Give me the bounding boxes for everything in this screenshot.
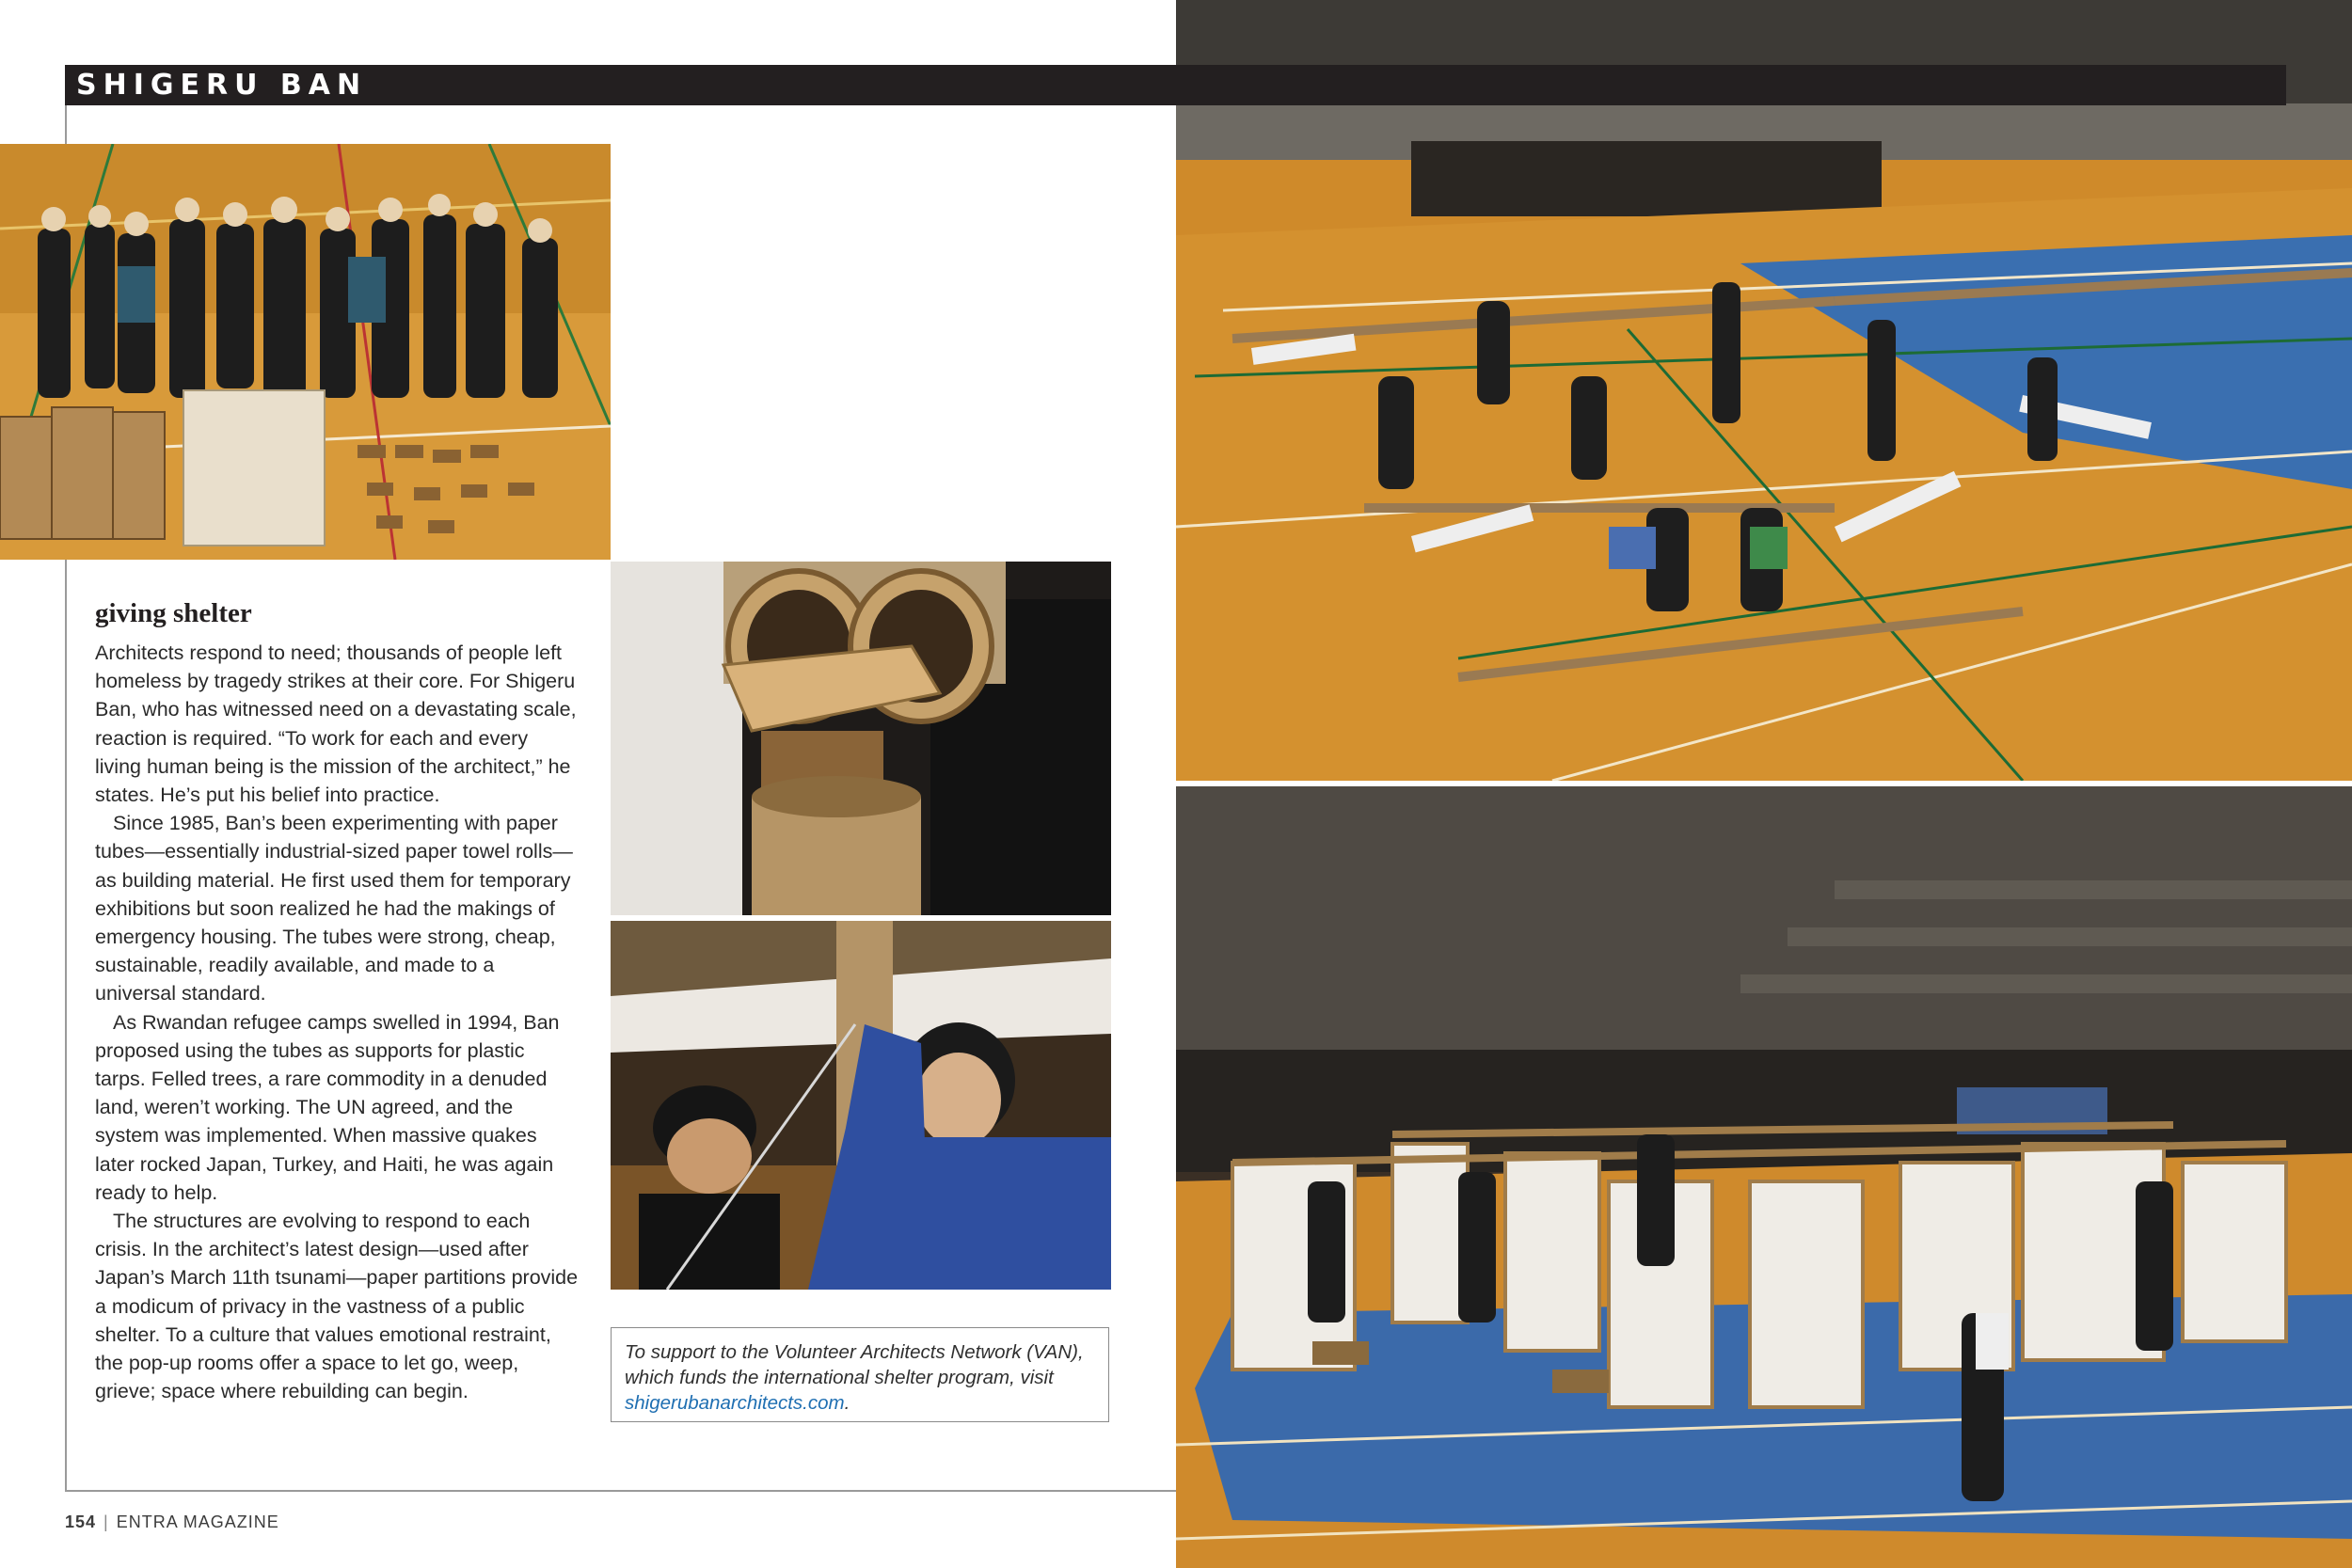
publication-name: ENTRA MAGAZINE: [116, 1513, 279, 1531]
frame-rule-bottom: [65, 1490, 1176, 1492]
caption-end: .: [844, 1392, 850, 1414]
article-heading: giving shelter: [95, 598, 252, 628]
caption-text: To support to the Volunteer Architects Network (VAN), which funds the international shelter program, visit: [625, 1341, 1084, 1388]
tying-tarp-photo: [611, 921, 1111, 1290]
paper-partitions-photo: [1176, 786, 2352, 1568]
footer-separator: |: [103, 1513, 109, 1531]
tube-joint-photo: [611, 562, 1111, 915]
section-title: SHIGERU BAN: [76, 69, 368, 102]
page-number: 154: [65, 1513, 97, 1531]
article-body: [95, 639, 580, 1405]
article-paragraph: Architects respond to need; thousands of people left homeless by tragedy strikes at their core. For Shigeru Ban, who has witnessed need on a devastating scale, reaction is required. “To work for each and every living human being is the mission of the architect,” he states. He’s put his belief into practice.: [95, 641, 577, 807]
caption-box: [611, 1327, 1109, 1422]
article-paragraph: As Rwandan refugee camps swelled in 1994, Ban proposed using the tubes as supports for plastic tarps. Felled trees, a rare commodity in a denuded land, weren’t working. The UN agreed, and the system was implemented. When massive quakes later rocked Japan, Turkey, and Haiti, he was again ready to help.: [95, 1010, 560, 1204]
gym-assembly-photo: [1176, 0, 2352, 781]
website-link[interactable]: shigerubanarchitects.com: [625, 1392, 845, 1414]
section-header-bar: [65, 65, 2286, 105]
page-footer: [65, 1513, 279, 1532]
article-paragraph: Since 1985, Ban’s been experimenting with paper tubes—essentially industrial-sized paper towel rolls—as building material. He first used them for temporary exhibitions but soon realized he had the makings of emergency housing. The tubes were strong, cheap, sustainable, readily available, and made to a universal standard.: [95, 812, 573, 1006]
group-photo: [0, 144, 611, 560]
article-paragraph: The structures are evolving to respond to each crisis. In the architect’s latest design—used after Japan’s March 11th tsunami—paper partitions provide a modicum of privacy in the vastness of a public shelter. To a culture that values emotional restraint, the pop-up rooms offer a space to let go, weep, grieve; space where rebuilding can begin.: [95, 1210, 579, 1403]
